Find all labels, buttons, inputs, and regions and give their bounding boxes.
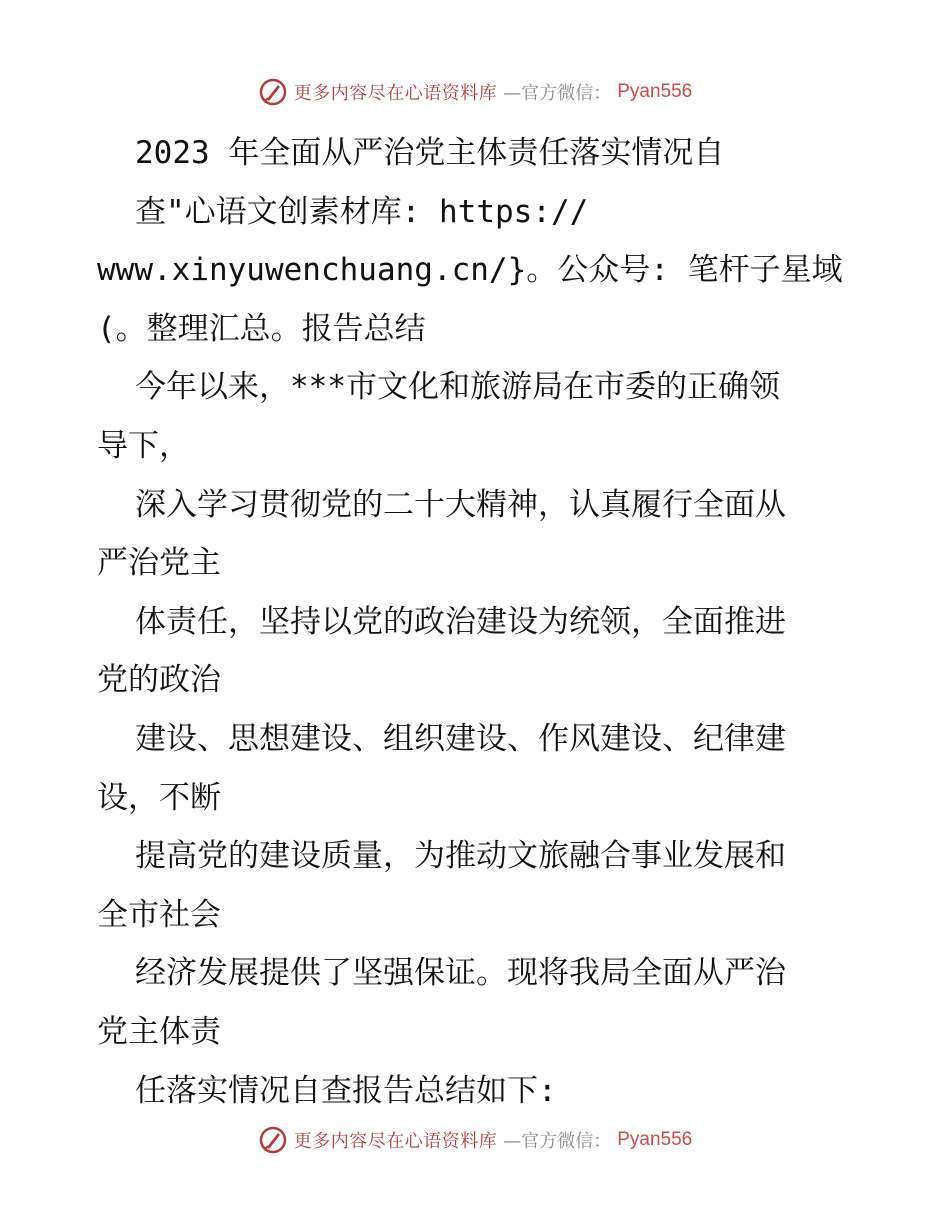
document-body xyxy=(97,124,867,1120)
text-line: 2023 年全面从严治党主体责任落实情况自 xyxy=(135,135,725,171)
text-line: 建设、思想建设、组织建设、作风建设、纪律建 xyxy=(135,720,786,757)
watermark-wechat-id: Pyan556 xyxy=(617,81,693,102)
text-line: 导下， xyxy=(97,427,190,464)
watermark-separator: —官方微信： xyxy=(503,83,612,104)
text-line: 提高党的建设质量，为推动文旅融合事业发展和 xyxy=(135,838,786,875)
text-line: 设，不断 xyxy=(97,779,221,816)
quill-logo-icon xyxy=(258,77,288,107)
text-line: 严治党主 xyxy=(97,545,221,582)
footer-watermark xyxy=(0,1120,950,1160)
watermark-text: 更多内容尽在心语资料库 xyxy=(293,83,498,104)
text-line: (。整理汇总。报告总结 xyxy=(97,310,426,347)
text-line: www.xinyuwenchuang.cn/}。公众号: 笔杆子星域 xyxy=(97,252,843,289)
watermark-separator: —官方微信： xyxy=(503,1131,612,1152)
text-line: 党的政治 xyxy=(97,662,221,699)
quill-logo-icon xyxy=(258,1125,288,1155)
watermark-wechat-id: Pyan556 xyxy=(617,1129,693,1150)
text-line: 任落实情况自查报告总结如下: xyxy=(135,1072,557,1109)
watermark-text: 更多内容尽在心语资料库 xyxy=(293,1131,498,1152)
text-line: 今年以来，***市文化和旅游局在市委的正确领 xyxy=(135,369,780,406)
text-line: 党主体责 xyxy=(97,1013,221,1050)
text-line: 查"心语文创素材库: https:// xyxy=(135,193,589,230)
text-line: 经济发展提供了坚强保证。现将我局全面从严治 xyxy=(135,955,786,992)
text-line: 体责任，坚持以党的政治建设为统领，全面推进 xyxy=(135,603,786,640)
header-watermark xyxy=(0,72,950,112)
text-line: 深入学习贯彻党的二十大精神，认真履行全面从 xyxy=(135,486,786,523)
text-line: 全市社会 xyxy=(97,896,221,933)
